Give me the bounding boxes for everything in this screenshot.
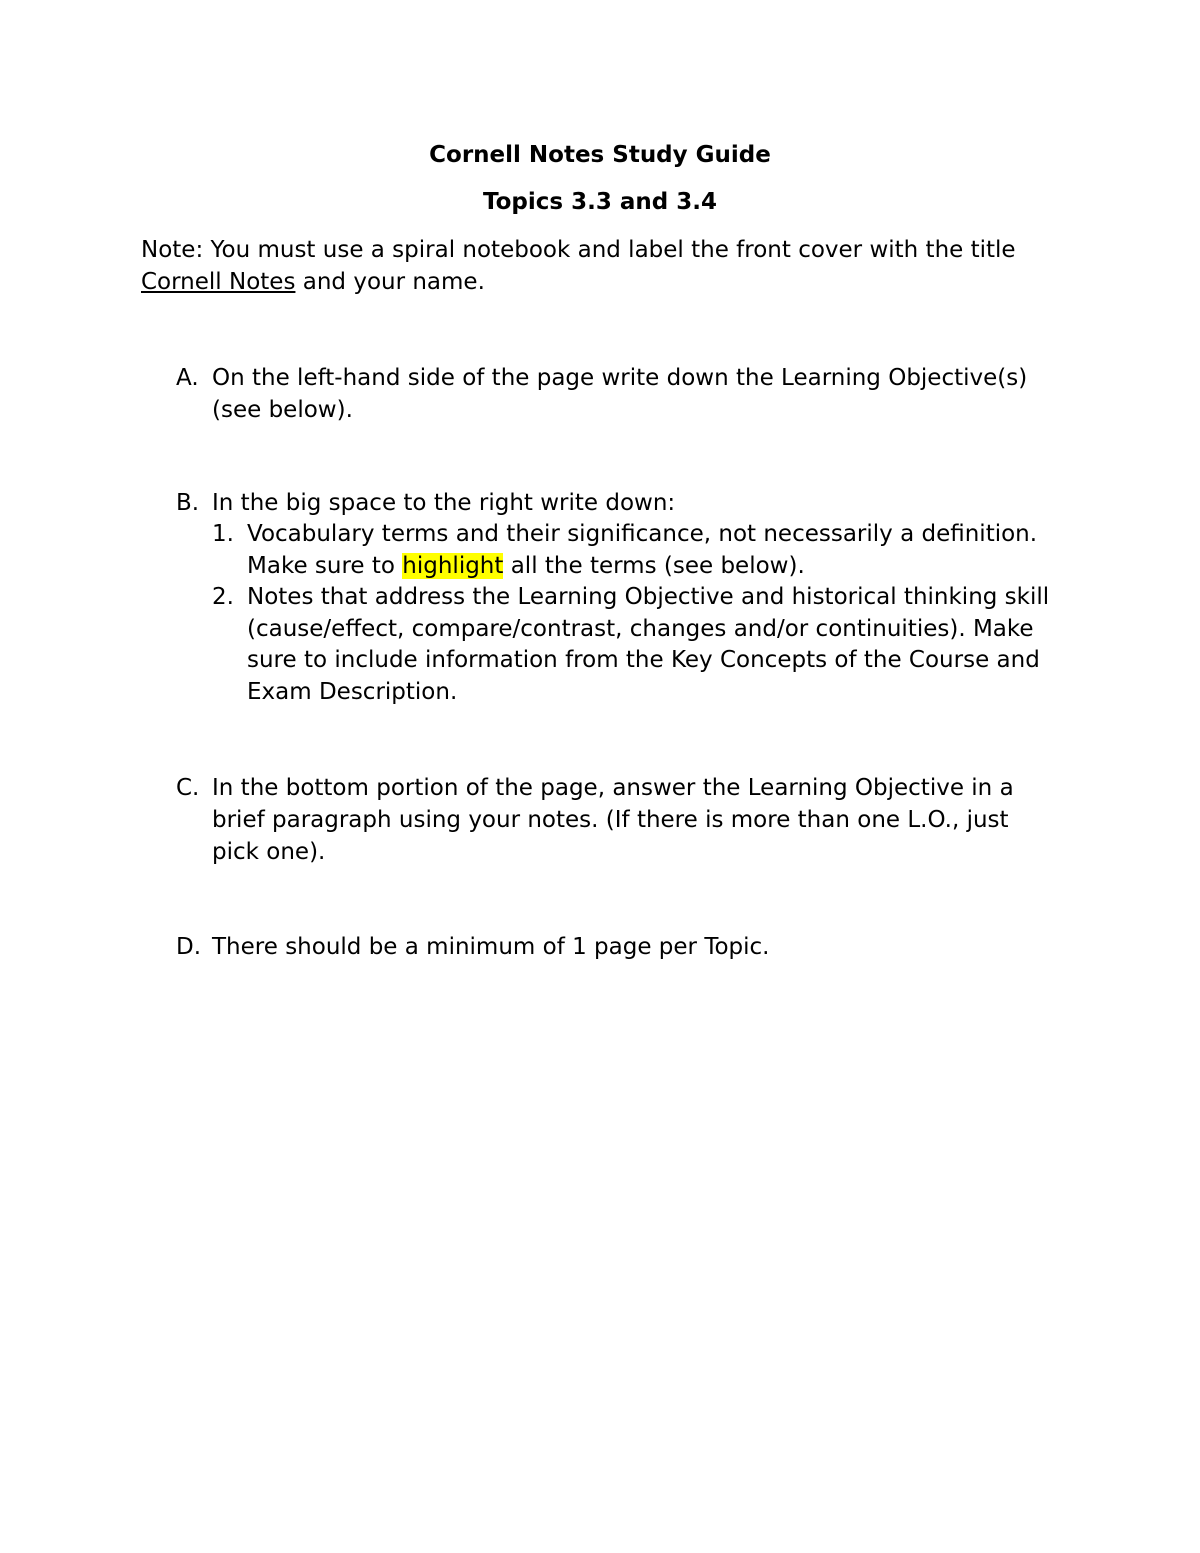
sub-item-1-text-after: all the terms (see below). [503,552,805,579]
list-item-c-text: In the bottom portion of the page, answer the Learning Objective in a brief paragraph using your notes. (If there is more than one L.O., just pick one). [212,775,1014,865]
list-item-d-text: There should be a minimum of 1 page per Topic. [212,934,770,960]
list-marker-d: D. [176,934,202,960]
note-underlined-text: Cornell Notes [141,269,296,295]
note-paragraph [141,234,1061,298]
note-text-prefix: Note: You must use a spiral notebook and label the front cover with the title [141,237,1016,263]
sub-item-2 [212,582,1061,708]
sub-marker-1: 1. [212,521,234,547]
sub-item-1 [212,519,1061,582]
sub-item-1-text [247,519,1061,582]
list-item-a-text: On the left-hand side of the page write down the Learning Objective(s) (see below). [212,365,1028,423]
sub-item-1-text-before: Vocabulary terms and their significance, not necessarily a definition. Make sure to [247,521,1038,579]
sub-item-2-text: Notes that address the Learning Objective and historical thinking skill (cause/effect, compare/contrast, changes and/or continuities). Make sure to include information from the Key Concepts of the Course and Exam Description. [247,584,1050,705]
list-item-b-text: In the big space to the right write down: [212,490,676,516]
list-item-b [141,487,1061,708]
list-marker-c: C. [176,775,200,801]
highlighted-word: highlight [402,552,504,579]
list-item-a [141,362,1061,426]
list-marker-b: B. [176,490,200,516]
document-subtitle: Topics 3.3 and 3.4 [483,189,717,215]
list-item-d [141,931,1061,963]
list-marker-a: A. [176,365,199,391]
note-text-suffix: and your name. [295,269,485,295]
document-title: Cornell Notes Study Guide [429,142,771,168]
list-item-c [141,772,1061,868]
sub-marker-2: 2. [212,584,234,610]
